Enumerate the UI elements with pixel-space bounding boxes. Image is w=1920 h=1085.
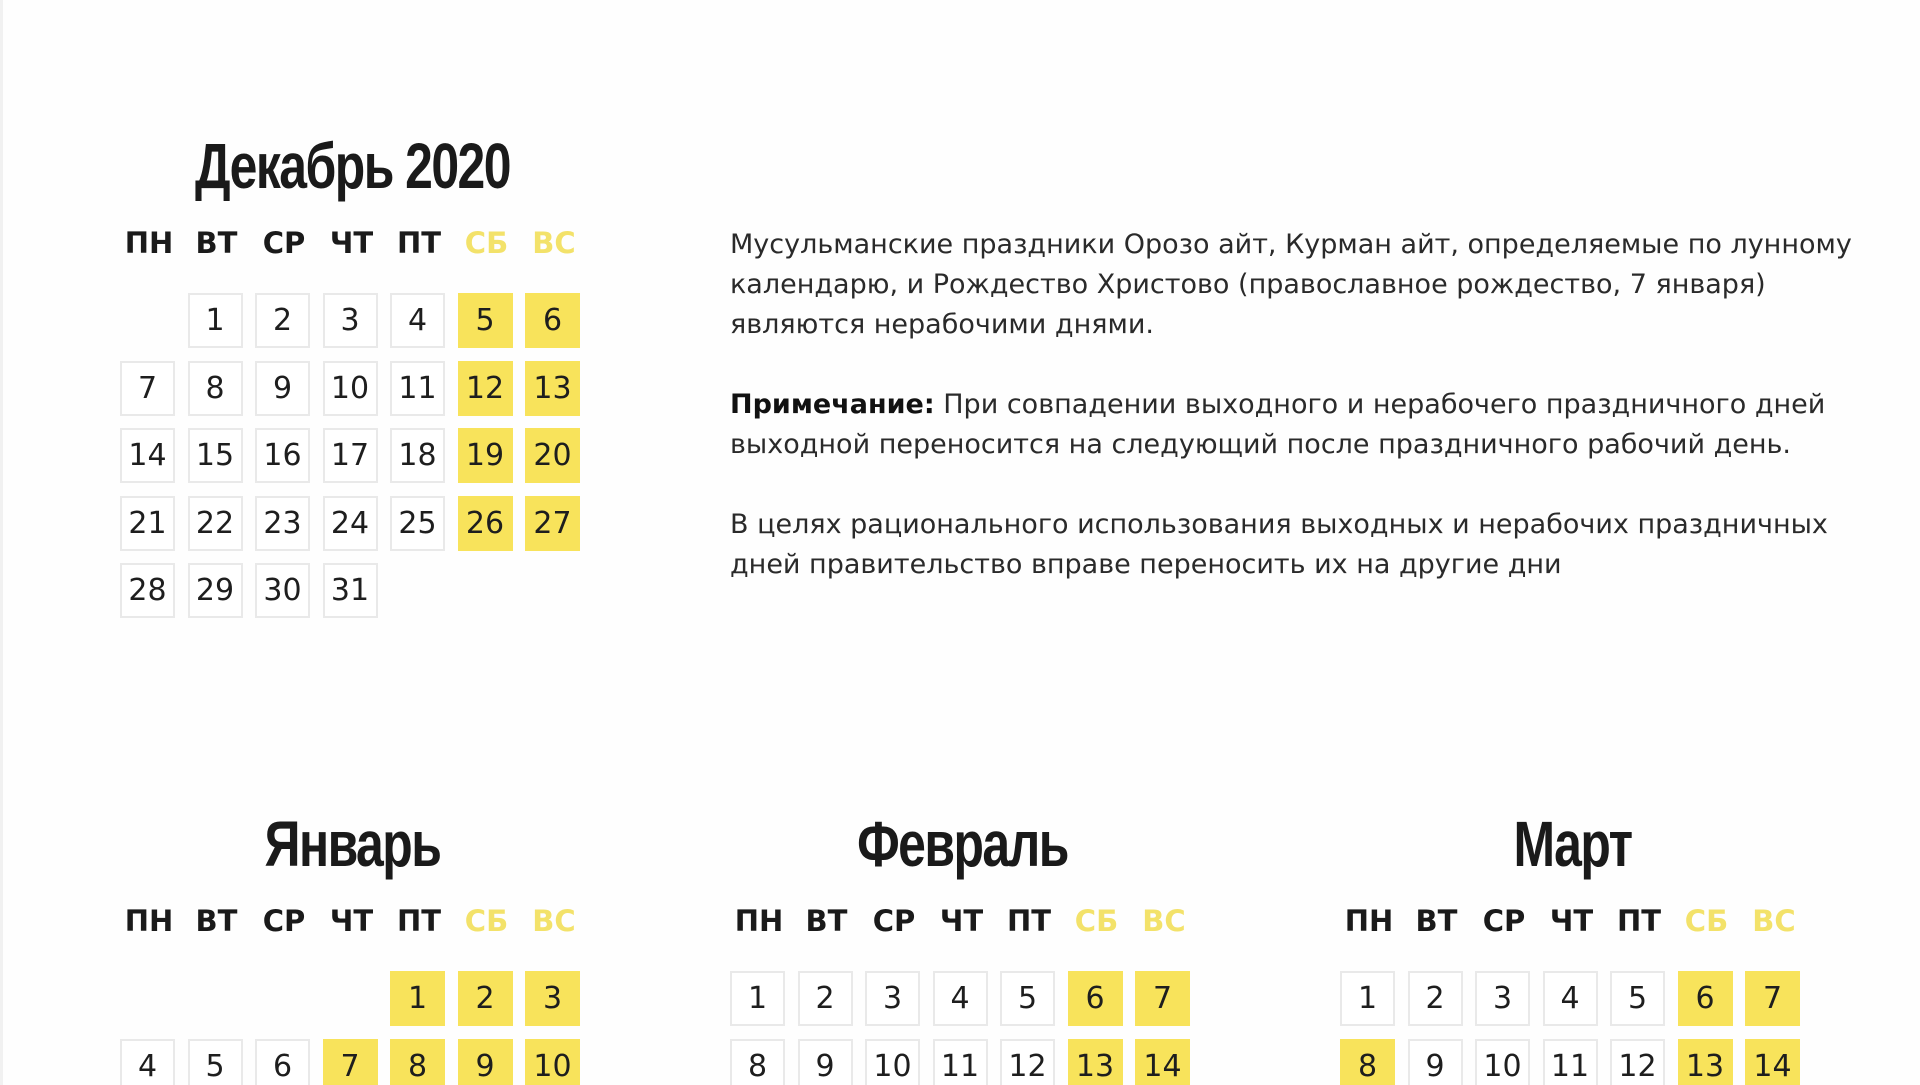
day-cell: 3: [865, 971, 920, 1026]
weekday-label: ПН: [734, 904, 784, 938]
day-cell-holiday: 8: [1340, 1039, 1395, 1085]
weekday-label: СР: [1482, 904, 1526, 938]
day-grid: [120, 293, 590, 633]
day-cell: 29: [188, 563, 243, 618]
day-cell: 21: [120, 496, 175, 551]
weekday-label: СБ: [464, 226, 509, 260]
day-cell-holiday: 13: [1678, 1039, 1733, 1085]
day-cell: 2: [255, 293, 310, 348]
day-cell: 4: [390, 293, 445, 348]
holiday-notes: [730, 225, 1860, 625]
day-cell-holiday: 2: [458, 971, 513, 1026]
day-cell: 30: [255, 563, 310, 618]
weekday-label: ЧТ: [329, 904, 374, 938]
day-cell: 28: [120, 563, 175, 618]
weekday-header: [1340, 901, 1810, 941]
day-cell: 25: [390, 496, 445, 551]
day-cell: 31: [323, 563, 378, 618]
day-cell: 9: [255, 361, 310, 416]
day-cell: 5: [1610, 971, 1665, 1026]
day-cell: 4: [120, 1039, 175, 1085]
day-cell-holiday: 7: [323, 1039, 378, 1085]
day-cell-holiday: 14: [1745, 1039, 1800, 1085]
weekday-label: ПТ: [1616, 904, 1662, 938]
day-cell: 10: [323, 361, 378, 416]
day-cell: 2: [1408, 971, 1463, 1026]
weekday-label: ВС: [1142, 904, 1186, 938]
weekday-label: ВС: [532, 904, 576, 938]
day-cell: 11: [1543, 1039, 1598, 1085]
day-cell-holiday: 13: [1068, 1039, 1123, 1085]
day-cell: 24: [323, 496, 378, 551]
note-text: При совпадении выходного и нерабочего праздничного дней выходной переносится на следующий после праздничного рабочий день.: [730, 389, 1826, 460]
notes-paragraph-2: [730, 385, 1860, 465]
day-cell: 1: [1340, 971, 1395, 1026]
day-cell-holiday: 7: [1135, 971, 1190, 1026]
day-cell: 7: [120, 361, 175, 416]
day-cell: 5: [1000, 971, 1055, 1026]
day-cell-holiday: 3: [525, 971, 580, 1026]
day-cell-holiday: 6: [1068, 971, 1123, 1026]
weekday-label: ВТ: [1415, 904, 1458, 938]
day-cell: 8: [730, 1039, 785, 1085]
weekday-label: СБ: [1684, 904, 1729, 938]
day-cell-holiday: 14: [1135, 1039, 1190, 1085]
weekday-label: СР: [262, 226, 306, 260]
day-cell-holiday: 1: [390, 971, 445, 1026]
weekday-label: ПТ: [1006, 904, 1052, 938]
weekday-label: ВТ: [195, 226, 238, 260]
notes-paragraph-1: Мусульманские праздники Орозо айт, Курман айт, определяемые по лунному календарю, и Рождество Христово (православное рождество, 7 января) являются нерабочими днями.: [730, 229, 1852, 340]
day-cell-holiday: 27: [525, 496, 580, 551]
day-cell: 22: [188, 496, 243, 551]
page-edge: [0, 0, 3, 1085]
day-cell: 10: [865, 1039, 920, 1085]
day-cell: 17: [323, 428, 378, 483]
weekday-header: [120, 901, 590, 941]
day-cell: 3: [323, 293, 378, 348]
day-cell: 23: [255, 496, 310, 551]
weekday-label: ПН: [1344, 904, 1394, 938]
day-cell: 16: [255, 428, 310, 483]
day-cell: 8: [188, 361, 243, 416]
weekday-label: СБ: [464, 904, 509, 938]
day-cell: 2: [798, 971, 853, 1026]
day-cell: 5: [188, 1039, 243, 1085]
weekday-header: [730, 901, 1200, 941]
month-title: Февраль: [857, 808, 1068, 880]
day-cell: 9: [798, 1039, 853, 1085]
weekday-label: СР: [262, 904, 306, 938]
weekday-label: СБ: [1074, 904, 1119, 938]
day-cell: 9: [1408, 1039, 1463, 1085]
month-title: Январь: [264, 808, 441, 880]
day-cell: 10: [1475, 1039, 1530, 1085]
day-cell: 18: [390, 428, 445, 483]
day-cell-holiday: 7: [1745, 971, 1800, 1026]
day-cell-holiday: 9: [458, 1039, 513, 1085]
weekday-label: ПТ: [396, 226, 442, 260]
day-cell: 12: [1610, 1039, 1665, 1085]
day-cell: 4: [1543, 971, 1598, 1026]
day-cell-holiday: 6: [1678, 971, 1733, 1026]
day-cell: 4: [933, 971, 988, 1026]
month-title: Декабрь 2020: [195, 130, 510, 202]
day-cell: 14: [120, 428, 175, 483]
notes-paragraph-3: В целях рационального использования выходных и нерабочих праздничных дней правительство вправе переносить их на другие дни: [730, 509, 1828, 580]
day-cell: 1: [730, 971, 785, 1026]
weekday-label: ЧТ: [939, 904, 984, 938]
day-cell: 6: [255, 1039, 310, 1085]
day-cell-holiday: 13: [525, 361, 580, 416]
day-cell: 12: [1000, 1039, 1055, 1085]
day-grid: [1340, 971, 1810, 1085]
weekday-label: ЧТ: [1549, 904, 1594, 938]
day-cell-holiday: 8: [390, 1039, 445, 1085]
day-cell: 1: [188, 293, 243, 348]
day-cell-holiday: 19: [458, 428, 513, 483]
day-cell-holiday: 12: [458, 361, 513, 416]
day-cell-holiday: 5: [458, 293, 513, 348]
weekday-label: ПН: [124, 226, 174, 260]
day-cell-holiday: 10: [525, 1039, 580, 1085]
weekday-label: ПН: [124, 904, 174, 938]
day-cell-holiday: 20: [525, 428, 580, 483]
note-label: Примечание:: [730, 389, 935, 420]
weekday-label: СР: [872, 904, 916, 938]
day-cell-holiday: 6: [525, 293, 580, 348]
weekday-label: ВС: [532, 226, 576, 260]
day-cell: 3: [1475, 971, 1530, 1026]
weekday-label: ПТ: [396, 904, 442, 938]
weekday-label: ВС: [1752, 904, 1796, 938]
weekday-label: ВТ: [805, 904, 848, 938]
weekday-header: [120, 223, 590, 263]
weekday-label: ВТ: [195, 904, 238, 938]
day-grid: [730, 971, 1200, 1085]
day-cell-holiday: 26: [458, 496, 513, 551]
day-cell: 11: [390, 361, 445, 416]
weekday-label: ЧТ: [329, 226, 374, 260]
day-grid: [120, 971, 590, 1085]
day-cell: 15: [188, 428, 243, 483]
day-cell: 11: [933, 1039, 988, 1085]
month-title: Март: [1513, 808, 1632, 880]
